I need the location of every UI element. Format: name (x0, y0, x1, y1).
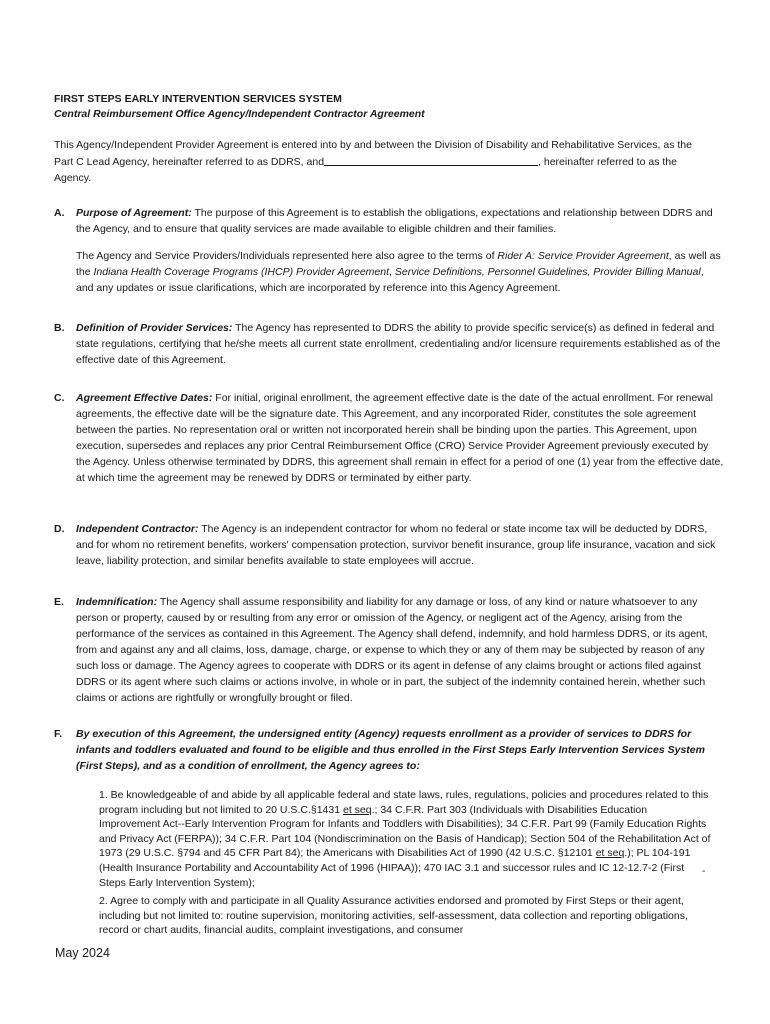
et-seq-2: et seq (595, 847, 625, 860)
section-b-letter: B. (54, 322, 65, 334)
section-c (54, 390, 724, 486)
list-item-2: 2. Agree to comply with and participate in all Quality Assurance activities endorsed and promoted by First Steps or their agent, including but not limited to: routine supervision, monitoring activities, self-assessment, data collection and reporting obligations, record or chart audits, financial audits, complaint investigations, and consumer (99, 895, 688, 937)
list-item-1-text-a: 1. Be knowledgeable of and abide by all applicable federal and state laws, rules, regulations, policies and procedures related to this program including but not limited to 20 U.S.C.§1431 (99, 789, 709, 816)
document-subtitle: Central Reimbursement Office Agency/Independent Contractor Agreement (54, 108, 425, 120)
intro-paragraph (54, 137, 714, 187)
margin-mark: - (702, 866, 706, 877)
section-a-heading: Purpose of Agreement: (76, 207, 192, 219)
rider-a-reference: Rider A: Service Provider Agreement (497, 250, 669, 262)
section-a (54, 205, 724, 296)
section-d (54, 521, 724, 569)
list-item-1-text-b: .; 34 C.F.R. Part 303 (Individuals with Disabilities Education Improvement Act--Early Intervention Program for Infants and Toddlers with Disabilities); 34 C.F.R. Part 99 (Family Education Rights and Privacy Act (FERPA)); 34 C.F.R. Part 104 (Nondiscrimination on the Basis of Handicap); Section 504 of the Rehabilitation Act of 1973 (29 U.S.C. §794 and 45 CFR Part 84); the Americans with Disabilities Act of 1990 (42 U.S.C. §12101 (99, 803, 711, 860)
section-f-text: By execution of this Agreement, the undersigned entity (Agency) requests enrollment as a provider of services to DDRS for infants and toddlers evaluated and found to be eligible and thus enrolled in the First Steps Early Intervention Services System (First Steps), and as a condition of enrollment, the Agency agrees to: (76, 728, 705, 772)
section-a-p2-text-1: The Agency and Service Providers/Individuals represented here also agree to the terms of (76, 250, 498, 262)
section-a-letter: A. (54, 207, 65, 219)
list-item-1-text-c: .); PL 104-191 (Health Insurance Portability and Accountability Act of 1996 (HIPAA)); 470 IAC 3.1 and successor rules and IC 12-12.7-2 (First Steps Early Intervention System); (99, 847, 691, 889)
section-e-heading: Indemnification: (76, 596, 158, 608)
agency-name-blank (324, 154, 538, 166)
section-d-letter: D. (54, 523, 65, 535)
document-title: FIRST STEPS EARLY INTERVENTION SERVICES SYSTEM (54, 93, 342, 105)
section-a-text: The purpose of this Agreement is to establish the obligations, expectations and relationship between DDRS and the Agency, and to ensure that quality services are made available to eligible children and their families. (76, 207, 713, 235)
footer-date: May 2024 (55, 946, 110, 960)
section-d-text: The Agency is an independent contractor for whom no federal or state income tax will be deducted by DDRS, and for whom no retirement benefits, workers' compensation protection, survivor benefit insurance, group life insurance, vacation and sick leave, liability protection, and similar benefits available to state employees will accrue. (76, 523, 716, 567)
section-a-p2-text-4: , and any updates or issue clarifications, which are incorporated by reference into this Agency Agreement. (76, 266, 704, 294)
section-a-p2-text-2: , as well as the (76, 250, 721, 278)
documents-reference: Service Definitions, Personnel Guidelines, Provider Billing Manual (394, 266, 701, 278)
section-b-heading: Definition of Provider Services: (76, 322, 233, 334)
section-b-text: The Agency has represented to DDRS the ability to provide specific service(s) as defined in federal and state regulations, certifying that he/she meets all current state enrollment, credentialing and/or licensure requirements established as of the effective date of this Agreement. (76, 322, 721, 366)
section-f-letter: F. (54, 728, 63, 740)
section-c-heading: Agreement Effective Dates: (76, 392, 213, 404)
section-e-letter: E. (54, 596, 64, 608)
section-a-p2-text-3: , (389, 266, 395, 278)
section-e (54, 594, 724, 706)
section-b (54, 320, 724, 368)
section-a-paragraph-2 (76, 248, 724, 296)
et-seq-1: et seq (342, 803, 372, 816)
intro-text-2: , hereinafter referred to as the Agency. (54, 155, 677, 184)
list-item-1 (99, 788, 711, 890)
section-c-letter: C. (54, 392, 65, 404)
section-c-text: For initial, original enrollment, the agreement effective date is the date of the actual enrollment. For renewal agreements, the effective date will be the signature date. This Agreement, and any incorporated Rider, constitutes the sole agreement between the parties. No representation oral or written not incorporated herein shall be binding upon the parties. This Agreement, upon execution, supersedes and replaces any prior Central Reimbursement Office (CRO) Service Provider Agreement previously executed by the Agency. Unless otherwise terminated by DDRS, this agreement shall remain in effect for a period of one (1) year from the effective date, at which time the agreement may be renewed by DDRS or terminated by either party. (76, 392, 724, 484)
section-f (54, 726, 724, 774)
intro-text-1: This Agency/Independent Provider Agreement is entered into by and between the Division of Disability and Rehabilitative Services, as the Part C Lead Agency, hereinafter referred to as DDRS, and (54, 139, 692, 168)
section-e-text: The Agency shall assume responsibility and liability for any damage or loss, of any kind or nature whatsoever to any person or property, caused by or resulting from any error or omission of the Agency, or negligent act of the Agency, arising from the performance of the services as contained in this Agreement. The Agency shall defend, indemnify, and hold harmless DDRS, or its agent, from and against any and all claims, loss, damage, charge, or expense to which they or any of them may be subjected by reason of any such loss or damage. The Agency agrees to cooperate with DDRS or its agent in defense of any claims brought or actions filed against DDRS or its agent where such claims or actions involve, in whole or in part, the subject of the indemnity contained herein, whether such claims or actions are rightfully or wrongfully brought or filed. (76, 596, 708, 704)
section-d-heading: Independent Contractor: (76, 523, 199, 535)
ihcp-reference: Indiana Health Coverage Programs (IHCP) Provider Agreement (93, 266, 390, 278)
